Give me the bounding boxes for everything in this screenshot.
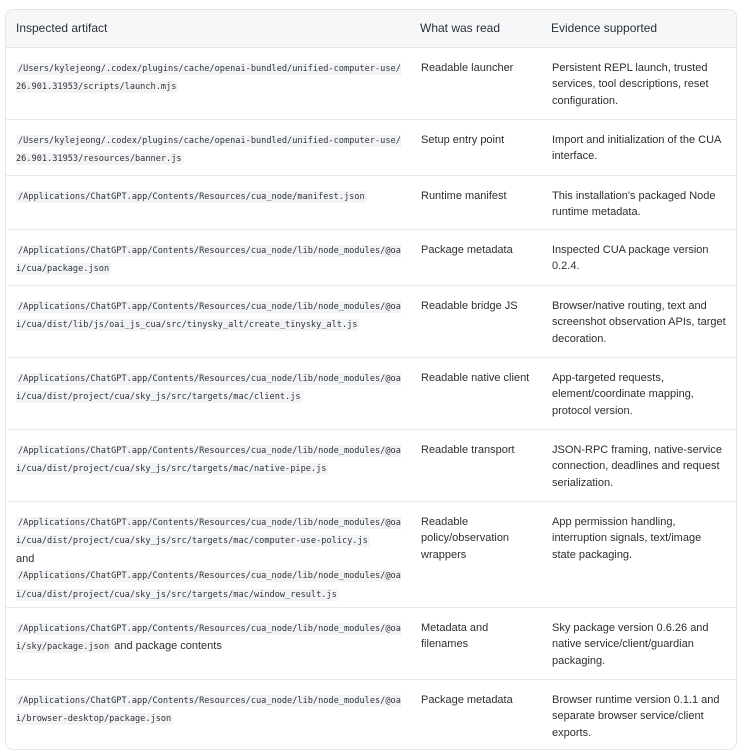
artifact-path: /Applications/ChatGPT.app/Contents/Resources/cua_node/lib/node_modules/@oai/sky/package.json bbox=[16, 623, 401, 652]
table-row bbox=[6, 679, 736, 749]
what-was-read-cell: Runtime manifest bbox=[410, 175, 541, 229]
evidence-cell: Browser runtime version 0.1.1 and separate browser service/client exports. bbox=[552, 693, 720, 739]
evidence-cell: Inspected CUA package version 0.2.4. bbox=[541, 229, 736, 285]
header-evidence-supported: Evidence supported bbox=[541, 10, 736, 47]
artifact-cell bbox=[6, 679, 410, 749]
what-was-read-cell: Readable transport bbox=[410, 429, 541, 501]
path-suffix: and package contents bbox=[114, 640, 222, 652]
table-row bbox=[6, 119, 736, 175]
table-row bbox=[6, 285, 736, 357]
table-row bbox=[6, 229, 736, 285]
evidence-cell: Persistent REPL launch, trusted services, tool descriptions, reset configuration. bbox=[541, 47, 736, 119]
artifact-path: /Applications/ChatGPT.app/Contents/Resources/cua_node/lib/node_modules/@oai/cua/dist/project/cua/sky_js/src/targets/mac/computer-use-policy.js bbox=[16, 517, 401, 546]
artifact-cell bbox=[6, 501, 410, 607]
evidence-cell: This installation's packaged Node runtime metadata. bbox=[541, 175, 736, 229]
evidence-cell: App-targeted requests, element/coordinate mapping, protocol version. bbox=[541, 357, 736, 429]
artifact-path: /Applications/ChatGPT.app/Contents/Resources/cua_node/lib/node_modules/@oai/cua/dist/project/cua/sky_js/src/targets/mac/native-pipe.js bbox=[16, 445, 401, 474]
artifact-table bbox=[6, 10, 736, 749]
artifact-path: /Applications/ChatGPT.app/Contents/Resources/cua_node/lib/node_modules/@oai/browser-desktop/package.json bbox=[16, 695, 401, 724]
artifact-path: /Users/kylejeong/.codex/plugins/cache/openai-bundled/unified-computer-use/26.901.31953/scripts/launch.mjs bbox=[16, 63, 401, 92]
evidence-cell: Browser/native routing, text and screenshot observation APIs, target decoration. bbox=[541, 285, 736, 357]
artifact-cell bbox=[6, 47, 410, 119]
what-was-read-cell: Readable policy/observation wrappers bbox=[410, 501, 541, 607]
table-header bbox=[6, 10, 736, 47]
artifact-cell bbox=[6, 229, 410, 285]
artifact-cell bbox=[6, 119, 410, 175]
what-was-read-cell: Readable launcher bbox=[410, 47, 541, 119]
table-row bbox=[6, 429, 736, 501]
artifact-cell bbox=[6, 175, 410, 229]
what-was-read-cell: Readable native client bbox=[410, 357, 541, 429]
evidence-cell: App permission handling, interruption signals, text/image state packaging. bbox=[541, 501, 736, 607]
artifact-cell bbox=[6, 357, 410, 429]
table-row bbox=[6, 357, 736, 429]
what-was-read-cell: Package metadata bbox=[421, 693, 513, 706]
header-inspected-artifact: Inspected artifact bbox=[6, 10, 410, 47]
header-what-was-read: What was read bbox=[410, 10, 541, 47]
table-row bbox=[6, 607, 736, 679]
artifact-path: /Applications/ChatGPT.app/Contents/Resources/cua_node/lib/node_modules/@oai/cua/dist/lib/js/oai_js_cua/src/tinysky_alt/create_tinysky_alt.js bbox=[16, 301, 401, 330]
table-header-row bbox=[6, 10, 736, 47]
what-was-read-cell: Setup entry point bbox=[410, 119, 541, 175]
table-row bbox=[6, 175, 736, 229]
artifact-cell bbox=[6, 607, 410, 679]
evidence-cell: Sky package version 0.6.26 and native service/client/guardian packaging. bbox=[541, 607, 736, 679]
evidence-cell: Import and initialization of the CUA interface. bbox=[541, 119, 736, 175]
table-row bbox=[6, 501, 736, 607]
artifact-cell bbox=[6, 429, 410, 501]
table-row bbox=[6, 47, 736, 119]
table-body bbox=[6, 47, 736, 749]
artifact-path: /Applications/ChatGPT.app/Contents/Resources/cua_node/lib/node_modules/@oai/cua/dist/project/cua/sky_js/src/targets/mac/client.js bbox=[16, 373, 401, 402]
artifact-cell bbox=[6, 285, 410, 357]
what-was-read-cell: Package metadata bbox=[410, 229, 541, 285]
artifact-path: /Applications/ChatGPT.app/Contents/Resources/cua_node/lib/node_modules/@oai/cua/dist/project/cua/sky_js/src/targets/mac/window_result.js bbox=[16, 571, 401, 600]
evidence-cell: JSON-RPC framing, native-service connection, deadlines and request serialization. bbox=[541, 429, 736, 501]
artifact-table-container bbox=[5, 9, 737, 750]
path-joiner: and bbox=[16, 552, 35, 565]
what-was-read-cell: Readable bridge JS bbox=[410, 285, 541, 357]
what-was-read-cell: Metadata and filenames bbox=[410, 607, 541, 679]
artifact-path: /Applications/ChatGPT.app/Contents/Resources/cua_node/manifest.json bbox=[18, 191, 365, 202]
artifact-path: /Users/kylejeong/.codex/plugins/cache/openai-bundled/unified-computer-use/26.901.31953/resources/banner.js bbox=[16, 135, 401, 164]
artifact-path: /Applications/ChatGPT.app/Contents/Resources/cua_node/lib/node_modules/@oai/cua/package.json bbox=[16, 245, 401, 274]
